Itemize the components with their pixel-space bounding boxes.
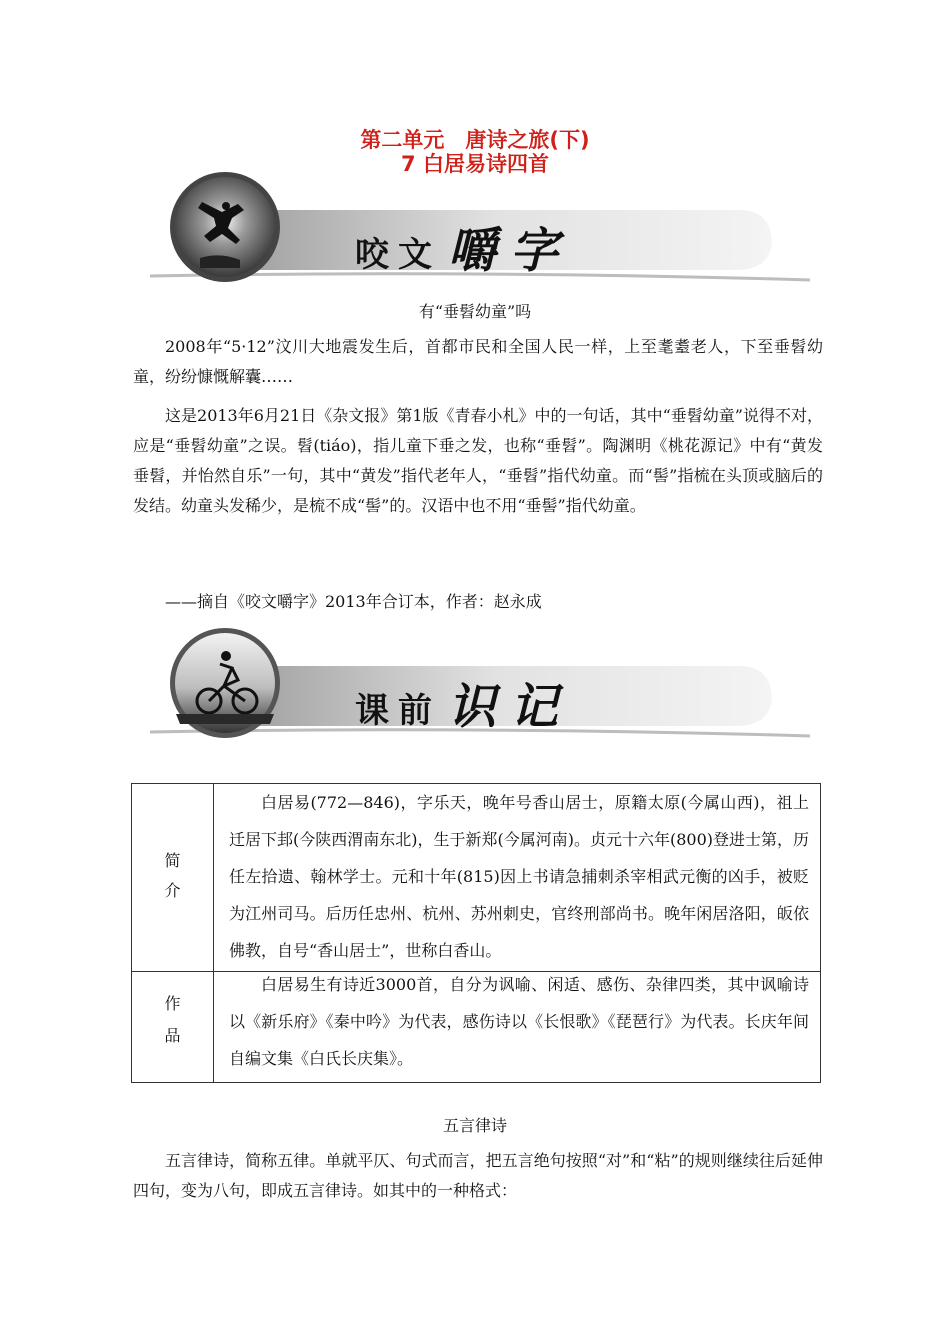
article-heading: 五言律诗 [442, 1116, 507, 1135]
article-heading: 有“垂髫幼童”吗 [418, 302, 532, 321]
info-table [131, 783, 821, 1083]
table-divider [213, 784, 214, 1082]
banner-char: 课 [355, 691, 389, 731]
unit-title: 第二单元 唐诗之旅(下) [360, 128, 590, 152]
table-label: 介 [164, 881, 181, 900]
table-label: 品 [164, 1026, 181, 1045]
banner-char: 识 [448, 679, 497, 735]
table-cell: 白居易(772—846)，字乐天，晚年号香山居士，原籍太原(今属山西)，祖上迁居下邽(今陕西渭南东北)，生于新郑(今属河南)。贞元十六年(800)登进士第，历任左拾遗、翰林学士。元和十年(815)因上书请急捕刺杀宰相武元衡的凶手，被贬为江州司马。后历任忠州、杭州、苏州刺史，官终刑部尚书。晚年闲居洛阳，皈依佛教，自号“香山居士”，世称白香山。 [229, 793, 809, 960]
banner-char: 记 [510, 679, 559, 735]
banner-char: 嚼 [448, 223, 497, 279]
banner-char: 文 [398, 235, 432, 275]
section-banner-kebianshiji [140, 628, 820, 748]
table-label: 简 [164, 851, 181, 870]
banner-char: 字 [510, 223, 559, 279]
article-source: ——摘自《咬文嚼字》2013年合订本，作者：赵永成 [165, 592, 542, 611]
banner-char: 咬 [355, 235, 389, 275]
article-paragraph: 2008年“5·12”汶川大地震发生后，首都市民和全国人民一样，上至耄耋老人，下至垂髫幼童，纷纷慷慨解囊…… [133, 337, 823, 386]
table-label: 作 [164, 994, 181, 1013]
article-paragraph: 这是2013年6月21日《杂文报》第1版《青春小札》中的一句话，其中“垂髫幼童”说得不对，应是“垂髫幼童”之误。髫(tiáo)，指儿童下垂之发，也称“垂髫”。陶渊明《桃花源记》中有“黄发垂髫，并怡然自乐”一句，其中“黄发”指代老年人，“垂髫”指代幼童。而“髻”指梳在头顶或脑后的发结。幼童头发稀少，是梳不成“髻”的。汉语中也不用“垂髻”指代幼童。 [133, 406, 823, 515]
section-banner-yaowenjiaozi [140, 172, 820, 292]
lesson-title: 7 白居易诗四首 [401, 152, 549, 176]
article-paragraph: 五言律诗，简称五律。单就平仄、句式而言，把五言绝句按照“对”和“粘”的规则继续往后延伸四句，变为八句，即成五言律诗。如其中的一种格式： [133, 1151, 823, 1200]
banner-char: 前 [398, 691, 432, 731]
table-cell: 白居易生有诗近3000首，自分为讽喻、闲适、感伤、杂律四类，其中讽喻诗以《新乐府》《秦中吟》为代表，感伤诗以《长恨歌》《琵琶行》为代表。长庆年间自编文集《白氏长庆集》。 [229, 975, 809, 1068]
